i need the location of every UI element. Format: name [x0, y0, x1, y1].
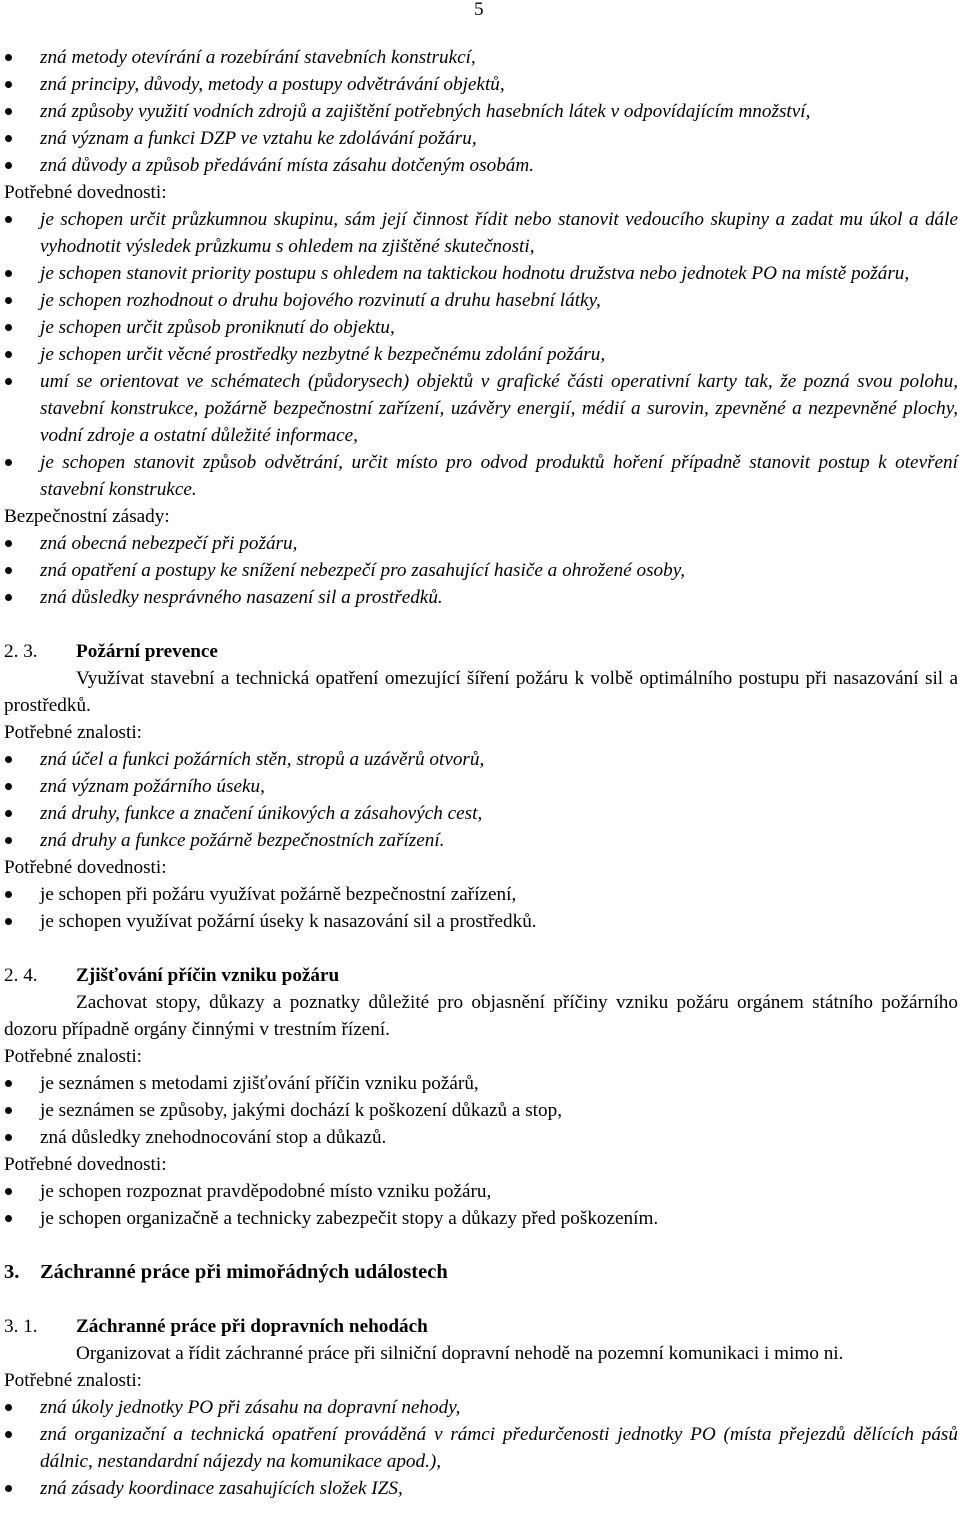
- list-item: zná druhy, funkce a značení únikových a zásahových cest,: [4, 800, 958, 827]
- list-dovednosti-2-4: [4, 1178, 958, 1232]
- list-item: zná metody otevírání a rozebírání stavebních konstrukcí,: [4, 44, 958, 71]
- section-2-3-heading: [4, 638, 958, 665]
- list-item: zná způsoby využití vodních zdrojů a zajištění potřebných hasebních látek v odpovídajícím množství,: [4, 98, 958, 125]
- chapter-title: Záchranné práce při mimořádných událostech: [40, 1261, 448, 1283]
- list-item: zná účel a funkci požárních stěn, stropů a uzávěrů otvorů,: [4, 746, 958, 773]
- chapter-3-heading: [4, 1259, 958, 1286]
- heading-potrebne-znalosti: Potřebné znalosti:: [4, 722, 143, 743]
- section-number: 2. 4.: [4, 965, 38, 986]
- list-bezpecnostni-zasady: [4, 530, 958, 611]
- list-item: zná principy, důvody, metody a postupy odvětrávání objektů,: [4, 71, 958, 98]
- list-item: je schopen určit věcné prostředky nezbytné k bezpečnému zdolání požáru,: [4, 341, 958, 368]
- section-title: Záchranné práce při dopravních nehodách: [76, 1316, 428, 1337]
- list-item: zná opatření a postupy ke snížení nebezpečí pro zasahující hasiče a ohrožené osoby,: [4, 557, 958, 584]
- list-item: zná zásady koordinace zasahujících složek IZS,: [4, 1475, 958, 1502]
- section-3-1-heading: [4, 1313, 958, 1340]
- section-2-4-heading: [4, 962, 958, 989]
- section-2-4-text: Zachovat stopy, důkazy a poznatky důležité pro objasnění příčiny vzniku požáru orgánem státního požárního dozoru případně orgány činnými v trestním řízení.: [4, 992, 958, 1040]
- list-item: je schopen stanovit priority postupu s ohledem na taktickou hodnotu družstva nebo jednotek PO na místě požáru,: [4, 260, 958, 287]
- chapter-number: 3.: [4, 1261, 20, 1283]
- list-item: umí se orientovat ve schématech (půdorysech) objektů v grafické části operativní karty tak, že pozná svou polohu, stavební konstrukce, požárně bezpečnostní zařízení, uzávěry energií, médií a surovin, zpevněné a nezpevněné plochy, vodní zdroje a ostatní důležité informace,: [4, 368, 958, 449]
- document-body: [4, 44, 958, 1502]
- list-item: je schopen určit průzkumnou skupinu, sám její činnost řídit nebo stanovit vedoucího skupiny a zadat mu úkol a dále vyhodnotit výsledek průzkumu s ohledem na zjištěné skutečnosti,: [4, 206, 958, 260]
- list-item: zná důvody a způsob předávání místa zásahu dotčeným osobám.: [4, 152, 958, 179]
- section-title: Zjišťování příčin vzniku požáru: [76, 965, 340, 986]
- section-title: Požární prevence: [76, 641, 218, 662]
- list-item: je seznámen se způsoby, jakými dochází k poškození důkazů a stop,: [4, 1097, 958, 1124]
- list-znalosti-3-1: [4, 1394, 958, 1502]
- heading-potrebne-dovednosti: Potřebné dovednosti:: [4, 857, 167, 878]
- list-item: zná význam požárního úseku,: [4, 773, 958, 800]
- list-item: zná organizační a technická opatření prováděná v rámci předurčenosti jednotky PO (místa přejezdů dělících pásů dálnic, nestandardní nájezdy na komunikace apod.),: [4, 1421, 958, 1475]
- list-znalosti-2-4: [4, 1070, 958, 1151]
- list-item: je schopen organizačně a technicky zabezpečit stopy a důkazy před poškozením.: [4, 1205, 958, 1232]
- list-item: je schopen využívat požární úseky k nasazování sil a prostředků.: [4, 908, 958, 935]
- section-number: 3. 1.: [4, 1316, 38, 1337]
- page-number: 5: [474, 0, 484, 20]
- list-dovednosti: [4, 206, 958, 503]
- list-item: zná druhy a funkce požárně bezpečnostních zařízení.: [4, 827, 958, 854]
- heading-bezpecnostni-zasady: Bezpečnostní zásady:: [4, 506, 170, 527]
- list-item: zná důsledky znehodnocování stop a důkazů.: [4, 1124, 958, 1151]
- section-3-1-text: Organizovat a řídit záchranné práce při silniční dopravní nehodě na pozemní komunikaci i mimo ni.: [76, 1343, 844, 1364]
- list-dovednosti-2-3: [4, 881, 958, 935]
- heading-potrebne-dovednosti: Potřebné dovednosti:: [4, 1154, 167, 1175]
- list-item: zná obecná nebezpečí při požáru,: [4, 530, 958, 557]
- list-znalosti-2-3: [4, 746, 958, 854]
- heading-potrebne-znalosti: Potřebné znalosti:: [4, 1046, 143, 1067]
- list-item: je schopen určit způsob proniknutí do objektu,: [4, 314, 958, 341]
- section-number: 2. 3.: [4, 641, 38, 662]
- list-item: je schopen stanovit způsob odvětrání, určit místo pro odvod produktů hoření případně stanovit postup k otevření stavební konstrukce.: [4, 449, 958, 503]
- list-item: je schopen rozhodnout o druhu bojového rozvinutí a druhu hasební látky,: [4, 287, 958, 314]
- list-item: je schopen při požáru využívat požárně bezpečnostní zařízení,: [4, 881, 958, 908]
- list-item: zná důsledky nesprávného nasazení sil a prostředků.: [4, 584, 958, 611]
- list-item: zná význam a funkci DZP ve vztahu ke zdolávání požáru,: [4, 125, 958, 152]
- list-item: je seznámen s metodami zjišťování příčin vzniku požárů,: [4, 1070, 958, 1097]
- heading-potrebne-dovednosti: Potřebné dovednosti:: [4, 182, 167, 203]
- section-2-3-text: Využívat stavební a technická opatření omezující šíření požáru k volbě optimálního postupu při nasazování sil a prostředků.: [4, 668, 958, 716]
- heading-potrebne-znalosti: Potřebné znalosti:: [4, 1370, 143, 1391]
- list-item: zná úkoly jednotky PO při zásahu na dopravní nehody,: [4, 1394, 958, 1421]
- list-item: je schopen rozpoznat pravděpodobné místo vzniku požáru,: [4, 1178, 958, 1205]
- list-top: [4, 44, 958, 179]
